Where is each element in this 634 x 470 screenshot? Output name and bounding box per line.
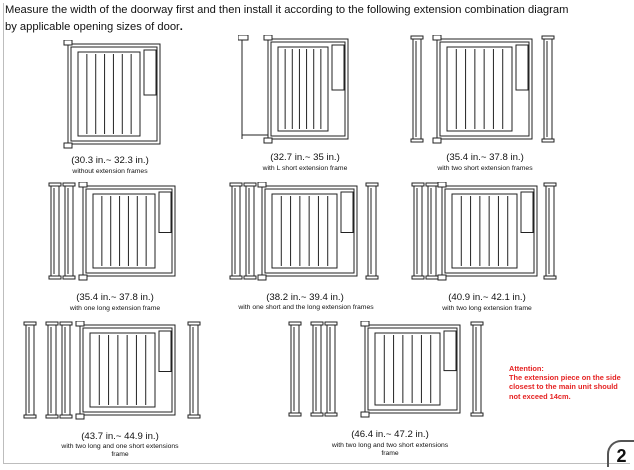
extension-desc-6: with two long extension frame	[442, 305, 532, 312]
extension-frame	[291, 325, 299, 413]
extension-frame	[428, 186, 436, 276]
extension-desc-5: with one short and the long extension frames	[238, 304, 374, 311]
gate-diagram-6	[410, 182, 562, 290]
extension-frame	[413, 39, 421, 139]
gate-illustration	[407, 35, 557, 152]
page-number: 2	[607, 440, 634, 467]
extension-frame	[546, 186, 554, 276]
gate-diagram-7	[22, 321, 212, 429]
instruction-line-1: Measure the width of the doorway first and then install it according to the following extension combination diagram	[5, 4, 569, 16]
extension-desc-3: with two short extension frames	[437, 165, 533, 172]
extension-frame	[190, 325, 198, 415]
gate-illustration	[287, 321, 497, 427]
extension-desc-1: without extension frames	[72, 168, 148, 175]
gate-diagram-8	[287, 321, 497, 427]
size-range-1: (30.3 in.~ 32.3 in.)	[71, 155, 149, 166]
extension-desc-4: with one long extension frame	[69, 305, 161, 312]
gate-illustration	[410, 182, 562, 290]
extension-frame	[313, 325, 321, 413]
attention-note	[509, 364, 627, 401]
instruction-line-2: by applicable opening sizes of door.	[5, 21, 183, 33]
extension-frame	[473, 325, 481, 413]
size-range-7: (43.7 in.~ 44.9 in.)	[81, 431, 159, 442]
gate-illustration	[228, 182, 383, 290]
extension-frame	[246, 186, 254, 276]
extension-frame	[368, 186, 376, 276]
gate-diagram-4	[45, 182, 185, 290]
size-range-8: (46.4 in.~ 47.2 in.)	[351, 429, 429, 440]
extension-desc-7: with two long and one short extensions frame	[61, 443, 179, 458]
extension-desc-2: with L short extension frame	[262, 165, 348, 172]
extension-frame	[414, 186, 422, 276]
extension-desc-8: with two long and two short extensions frame	[331, 442, 449, 457]
extension-frame	[544, 39, 552, 139]
size-range-5: (38.2 in.~ 39.4 in.)	[266, 292, 344, 303]
size-range-4: (35.4 in.~ 37.8 in.)	[76, 292, 154, 303]
size-range-6: (40.9 in.~ 42.1 in.)	[448, 292, 526, 303]
gate-illustration	[45, 182, 185, 290]
gate-diagram-5	[228, 182, 383, 290]
gate-diagram-1	[60, 40, 170, 155]
gate-diagram-3	[407, 35, 557, 152]
gate-illustration	[22, 321, 212, 429]
gate-illustration	[60, 40, 170, 155]
extension-frame	[26, 325, 34, 415]
extension-frame	[51, 186, 59, 276]
extension-frame	[232, 186, 240, 276]
extension-frame	[327, 325, 335, 413]
gate-diagram-2	[238, 35, 353, 152]
size-range-2: (32.7 in.~ 35 in.)	[270, 152, 340, 163]
size-range-3: (35.4 in.~ 37.8 in.)	[446, 152, 524, 163]
extension-frame	[48, 325, 56, 415]
gate-illustration	[238, 35, 353, 152]
extension-frame	[65, 186, 73, 276]
attention-title: Attention:	[509, 364, 544, 373]
extension-frame	[62, 325, 70, 415]
instruction-text	[5, 2, 630, 36]
attention-body: The extension piece on the side closest to the main unit should not exceed 14cm.	[509, 373, 621, 401]
